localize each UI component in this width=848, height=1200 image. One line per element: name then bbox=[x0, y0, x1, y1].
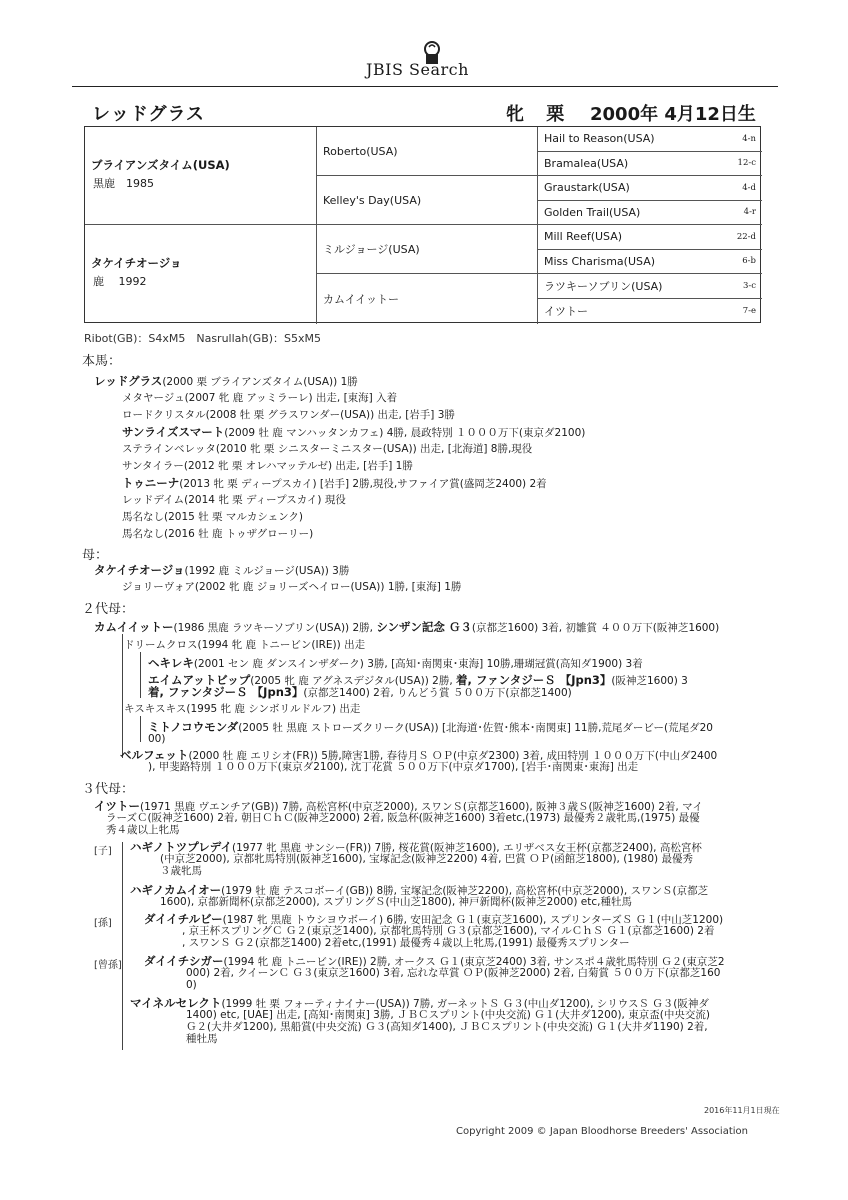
pedigree-dam[interactable] bbox=[85, 225, 317, 324]
pedigree-ss[interactable]: Roberto(USA) bbox=[317, 127, 538, 176]
pedigree-sire[interactable] bbox=[85, 127, 317, 225]
list-item: イツトー(1971 黒鹿 ヴエンチア(GB)) 7勝, 高松宮杯(中京芝2000), スワンＳ(京都芝1600), 阪神３歳Ｓ(阪神芝1600) 2着, マイ bbox=[94, 799, 703, 813]
list-item-cont: (中京芝2000), 京都牝馬特別(阪神芝1600), 宝塚記念(阪神芝2200) 4着, 巴賞 ＯＰ(函館芝1800), (1980) 最優秀 bbox=[160, 853, 693, 865]
brand-name: JBIS Search bbox=[366, 60, 469, 79]
list-item: ハギノトツプレデイ(1977 牝 黒鹿 サンシー(FR)) 7勝, 桜花賞(阪神芝1600), エリザベス女王杯(京都芝2400), 高松宮杯 bbox=[130, 840, 702, 854]
horse-link[interactable]: レッドグラス bbox=[94, 374, 163, 388]
pedigree-dds[interactable] bbox=[538, 274, 762, 299]
section-self-heading: 本馬： bbox=[82, 354, 122, 369]
relation-tag: [子] bbox=[94, 846, 112, 857]
family-number: 4-r bbox=[743, 207, 756, 218]
list-item: ミトノコウモンダ(2005 牡 黒鹿 ストローズクリーク(USA)) [北海道･佐賀･熊本･南関東] 11勝,荒尾ダービー(荒尾ダ20 bbox=[148, 720, 713, 734]
list-item: ダイイチシガー(1994 牝 鹿 トニービン(IRE)) 2勝, オークス Ｇ１(東京芝2400) 3着, サンスポ４歳牝馬特別 Ｇ２(東京芝2 bbox=[144, 954, 725, 968]
list-item: タケイチオージョ(1992 鹿 ミルジョージ(USA)) 3勝 bbox=[94, 563, 350, 577]
jbis-logo bbox=[366, 36, 496, 80]
horse-link[interactable]: イツトー bbox=[94, 799, 140, 813]
tree-line bbox=[140, 716, 141, 742]
horse-link[interactable]: ベルフェット bbox=[120, 748, 189, 762]
list-item: レッドグラス(2000 栗 ブライアンズタイム(USA)) 1勝 bbox=[94, 374, 358, 388]
horse-link[interactable]: ミトノコウモンダ bbox=[148, 720, 239, 734]
copyright: Copyright 2009 © Japan Bloodhorse Breeders' Association bbox=[456, 1126, 748, 1137]
inbreeding-info: Ribot(GB)：S4xM5 Nasrullah(GB)：S5xM5 bbox=[84, 332, 322, 345]
horse-sex-color: 牝 栗 bbox=[506, 104, 573, 125]
horse-link[interactable]: マイネルセレクト bbox=[130, 996, 222, 1010]
list-item-cont: 000) 2着, クイーンＣ Ｇ３(東京芝1600) 3着, 忘れな草賞 ＯＰ(阪神芝2000) 2着, 白菊賞 ５００万下(京都芝160 bbox=[186, 967, 721, 979]
horse-link[interactable]: カムイイットー bbox=[94, 620, 174, 634]
list-item: エイムアットビップ(2005 牝 鹿 アグネスデジタル(USA)) 2勝, 着, ファンタジーＳ 【Jpn3】(阪神芝1600) 3 bbox=[148, 673, 688, 687]
list-item: レッドデイム(2014 牝 栗 ディープスカイ) 現役 bbox=[122, 494, 346, 506]
horse-link[interactable]: ヘキレキ bbox=[148, 656, 194, 670]
list-item: キスキスキス(1995 牝 鹿 シンボリルドルフ) 出走 bbox=[124, 703, 361, 715]
list-item-cont: 秀４歳以上牝馬 bbox=[106, 824, 180, 836]
list-item-cont: ), 甲斐路特別 １０００万下(東京ダ2100), 沈丁花賞 ５００万下(中京ダ1700), [岩手･南関東･東海] 出走 bbox=[148, 761, 639, 773]
list-item: ハギノカムイオー(1979 牡 鹿 テスコボーイ(GB)) 8勝, 宝塚記念(阪神芝2200), 高松宮杯(中京芝2000), スワンＳ(京都芝 bbox=[130, 883, 709, 897]
horse-link[interactable]: ダイイチシガー bbox=[144, 954, 224, 968]
list-item: ジョリーヴォア(2002 牝 鹿 ジョリーズヘイロー(USA)) 1勝, [東海] 1勝 bbox=[122, 581, 462, 593]
list-item-cont: 着, ファンタジーＳ 【Jpn3】(京都芝1400) 2着, りんどう賞 ５００万下(京都芝1400) bbox=[148, 685, 572, 699]
horse-link[interactable]: ハギノカムイオー bbox=[130, 883, 222, 897]
ancestor-name: Miss Charisma(USA) bbox=[544, 254, 656, 268]
list-item-cont: 種牡馬 bbox=[186, 1033, 218, 1045]
pedigree-ds[interactable]: ミルジョージ(USA) bbox=[317, 225, 538, 274]
ancestor-name: Graustark(USA) bbox=[544, 181, 630, 195]
family-number: 4-n bbox=[742, 133, 756, 144]
list-item-cont: 1600), 京都新聞杯(京都芝2000), スプリングＳ(中山芝1800), 神戸新聞杯(阪神芝2000) etc,種牡馬 bbox=[160, 896, 632, 908]
family-number: 6-b bbox=[742, 256, 756, 267]
tree-line bbox=[122, 842, 123, 1050]
dam-name: タケイチオージョ bbox=[91, 256, 182, 270]
pedigree-sds[interactable] bbox=[538, 176, 762, 201]
ancestor-name: Bramalea(USA) bbox=[544, 156, 629, 170]
relation-tag: [孫] bbox=[94, 918, 112, 929]
list-item: ドリームクロス(1994 牝 鹿 トニービン(IRE)) 出走 bbox=[124, 639, 366, 651]
pedigree-sdd[interactable] bbox=[538, 201, 762, 226]
list-item: サンタイラー(2012 牝 栗 オレハマッテルゼ) 出走, [岩手] 1勝 bbox=[122, 460, 413, 472]
family-number: 3-c bbox=[742, 280, 756, 291]
horse-birth-date: 2000年 4月12日生 bbox=[590, 104, 756, 125]
list-item: ベルフェット(2000 牡 鹿 エリシオ(FR)) 5勝,障害1勝, 春待月Ｓ ＯＰ(中京ダ2300) 3着, 成田特別 １０００万下(中山ダ2400 bbox=[120, 748, 718, 762]
pedigree-sd[interactable]: Kelley's Day(USA) bbox=[317, 176, 538, 225]
list-item-cont: ３歳牝馬 bbox=[160, 865, 202, 877]
list-item: ステラインベレッタ(2010 牝 栗 シニスターミニスター(USA)) 出走, [北海道] 8勝,現役 bbox=[122, 443, 533, 455]
header-rule bbox=[72, 86, 778, 87]
pedigree-dss[interactable] bbox=[538, 225, 762, 250]
ancestor-name: イツトー bbox=[544, 305, 588, 319]
section-g2-heading: ２代母： bbox=[82, 602, 135, 617]
list-item: マイネルセレクト(1999 牡 栗 フォーティナイナー(USA)) 7勝, ガーネットＳ Ｇ３(中山ダ1200), シリウスＳ Ｇ３(阪神ダ bbox=[130, 996, 709, 1010]
family-number: 12-c bbox=[737, 158, 756, 169]
pedigree-table bbox=[84, 126, 761, 323]
family-number: 4-d bbox=[742, 182, 756, 193]
family-number: 7-e bbox=[742, 306, 756, 317]
pedigree-sss[interactable] bbox=[538, 127, 762, 152]
list-item: 馬名なし(2016 牡 鹿 トゥザグローリー) bbox=[122, 528, 314, 540]
list-item: ロードクリスタル(2008 牡 栗 グラスワンダー(USA)) 出走, [岩手] 3勝 bbox=[122, 409, 455, 421]
dam-info: 鹿 1992 bbox=[93, 275, 147, 288]
pedigree-dsd[interactable] bbox=[538, 250, 762, 275]
sire-name: ブライアンズタイム(USA) bbox=[91, 158, 230, 172]
list-item-cont: ラーズＣ(阪神芝1600) 2着, 朝日ＣｈＣ(阪神芝2000) 2着, 阪急杯(阪神芝1600) 3着etc,(1973) 最優秀２歳牝馬,(1975) 最優 bbox=[106, 812, 700, 824]
relation-tag: [曾孫] bbox=[94, 960, 122, 971]
horse-link[interactable]: ダイイチルビー bbox=[144, 912, 223, 926]
list-item-cont: Ｇ２(大井ダ1200), 黒船賞(中央交流) Ｇ３(高知ダ1400), ＪＢＣスプリント(中央交流) Ｇ１(大井ダ1190) 2着, bbox=[186, 1021, 708, 1033]
list-item-cont: 1400) etc, [UAE] 出走, [高知･南関東] 3勝, ＪＢＣスプリント(中央交流) Ｇ１(大井ダ1200), 東京盃(中央交流) bbox=[186, 1009, 710, 1021]
ancestor-name: Mill Reef(USA) bbox=[544, 230, 623, 244]
pedigree-dd[interactable]: カムイイットー bbox=[317, 274, 538, 324]
horse-link[interactable]: サンライズスマート bbox=[122, 425, 225, 439]
horse-link[interactable]: エイムアットビップ bbox=[148, 673, 251, 687]
tree-line bbox=[122, 634, 123, 758]
horse-link[interactable]: ハギノトツプレデイ bbox=[130, 840, 233, 854]
family-number: 22-d bbox=[736, 231, 756, 242]
pedigree-ddd[interactable] bbox=[538, 299, 762, 325]
ancestor-name: Golden Trail(USA) bbox=[544, 205, 641, 219]
tree-line bbox=[140, 652, 141, 698]
horse-name: レッドグラス bbox=[92, 104, 205, 125]
ancestor-name: ラツキーソブリン(USA) bbox=[544, 279, 663, 293]
list-item: メタヤージュ(2007 牝 鹿 アッミラーレ) 出走, [東海] 入着 bbox=[122, 392, 398, 404]
list-item: ヘキレキ(2001 セン 鹿 ダンスインザダーク) 3勝, [高知･南関東･東海] 10勝,珊瑚冠賞(高知ダ1900) 3着 bbox=[148, 656, 643, 670]
ancestor-name: Hail to Reason(USA) bbox=[544, 132, 655, 146]
list-item: 馬名なし(2015 牡 栗 マルカシェンク) bbox=[122, 511, 304, 523]
section-g3-heading: ３代母： bbox=[82, 782, 135, 797]
list-item-cont: 0) bbox=[186, 979, 197, 991]
horse-link[interactable]: タケイチオージョ bbox=[94, 563, 185, 577]
horse-link[interactable]: トゥニーナ bbox=[122, 476, 180, 490]
pedigree-ssd[interactable] bbox=[538, 152, 762, 177]
list-item-cont: 00) bbox=[148, 733, 166, 745]
sire-info: 黒鹿 1985 bbox=[93, 177, 154, 190]
list-item: サンライズスマート(2009 牡 鹿 マンハッタンカフェ) 4勝, 晨政特別 １０００万下(東京ダ2100) bbox=[122, 425, 586, 439]
section-dam-heading: 母： bbox=[82, 548, 109, 563]
as-of-date: 2016年11月1日現在 bbox=[704, 1106, 780, 1115]
list-item: ダイイチルビー(1987 牝 黒鹿 トウシヨウボーイ) 6勝, 安田記念 Ｇ１(東京芝1600), スプリンターズＳ Ｇ１(中山芝1200) bbox=[144, 912, 724, 926]
list-item: カムイイットー(1986 黒鹿 ラツキーソブリン(USA)) 2勝, シンザン記念 Ｇ３(京都芝1600) 3着, 初雛賞 ４００万下(阪神芝1600) bbox=[94, 620, 720, 634]
list-item-cont: , 京王杯スプリングＣ Ｇ２(東京芝1400), 京都牝馬特別 Ｇ３(京都芝1600), マイルＣｈＳ Ｇ１(京都芝1600) 2着 bbox=[182, 925, 715, 937]
list-item: トゥニーナ(2013 牝 栗 ディープスカイ) [岩手] 2勝,現役,サファイア賞(盛岡芝2400) 2着 bbox=[122, 476, 547, 490]
list-item-cont: , スワンＳ Ｇ２(京都芝1400) 2着etc,(1991) 最優秀４歳以上牝馬,(1991) 最優秀スプリンター bbox=[182, 937, 630, 949]
